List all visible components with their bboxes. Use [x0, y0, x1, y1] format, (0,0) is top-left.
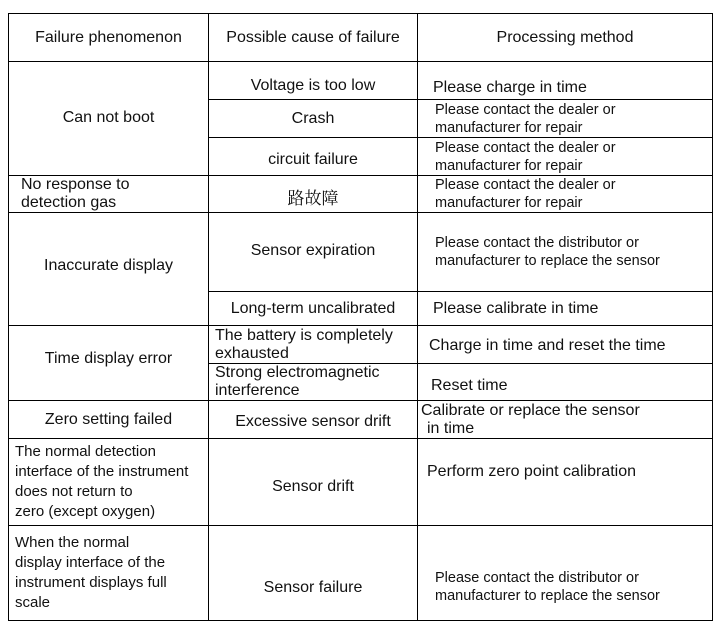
cause-sensor-failure: Sensor failure: [263, 579, 363, 596]
phenomenon-displays-full-scale: [15, 526, 208, 620]
cause-sensor-drift: Sensor drift: [272, 478, 354, 495]
method-text-line: Please contact the dealer or: [435, 176, 616, 193]
method-text-line: manufacturer for repair: [435, 194, 583, 211]
method-contact-dealer: [435, 100, 711, 137]
cause-long-term-uncalibrated: Long-term uncalibrated: [230, 299, 396, 317]
method-charge-and-reset: Charge in time and reset the time: [429, 337, 666, 354]
header-possible-cause: Possible cause of failure: [226, 28, 400, 46]
method-text-line: Calibrate or replace the sensor: [421, 401, 640, 419]
method-contact-distributor: [435, 213, 711, 291]
phenomenon-text-line: No response to: [21, 176, 130, 193]
cause-battery-exhausted: [215, 326, 417, 363]
phenomenon-text-line: instrument displays full: [15, 574, 167, 591]
phenomenon-text-line: display interface of the: [15, 554, 166, 571]
method-text-line: Please contact the dealer or: [435, 101, 616, 118]
method-zero-point-calibration: Perform zero point calibration: [427, 463, 636, 480]
cause-text-line: Strong electromagnetic: [215, 364, 380, 381]
header-processing-method: Processing method: [496, 28, 634, 46]
phenomenon-text-line: zero (except oxygen): [15, 503, 156, 520]
cause-sensor-expiration: Sensor expiration: [250, 242, 376, 259]
method-text-line: manufacturer for repair: [435, 119, 583, 136]
method-text-line: manufacturer for repair: [435, 157, 583, 174]
method-text-line: manufacturer to replace the sensor: [435, 588, 660, 604]
phenomenon-can-not-boot: Can not boot: [62, 109, 155, 126]
cause-text-line: exhausted: [215, 344, 289, 362]
phenomenon-zero-setting-failed: Zero setting failed: [44, 410, 173, 428]
method-text-line: Please contact the dealer or: [435, 139, 616, 156]
method-calibrate-or-replace: [421, 401, 711, 438]
method-text-line: manufacturer to replace the sensor: [435, 253, 660, 269]
cause-crash: Crash: [291, 109, 335, 127]
method-contact-distributor: [435, 526, 711, 620]
method-text-line: in time: [427, 419, 475, 437]
column-divider: [417, 13, 418, 621]
method-charge-in-time: Please charge in time: [433, 79, 587, 96]
cause-text-line: interference: [215, 382, 300, 399]
cause-electromagnetic-interference: [215, 364, 417, 400]
phenomenon-time-display-error: Time display error: [44, 350, 173, 367]
cause-excessive-sensor-drift: Excessive sensor drift: [235, 412, 391, 430]
cause-voltage-too-low: Voltage is too low: [250, 77, 376, 94]
phenomenon-no-response: [21, 175, 208, 213]
phenomenon-text-line: When the normal: [15, 534, 130, 551]
phenomenon-text-line: interface of the instrument: [15, 463, 189, 480]
method-calibrate-in-time: Please calibrate in time: [433, 299, 599, 317]
cause-text-line: The battery is completely: [215, 326, 393, 344]
phenomenon-text-line: detection gas: [21, 194, 117, 211]
phenomenon-text-line: The normal detection: [15, 443, 156, 460]
phenomenon-text-line: scale: [15, 594, 51, 611]
phenomenon-inaccurate-display: Inaccurate display: [44, 257, 173, 274]
cause-circuit-fault-cn: 路故障: [287, 188, 339, 209]
method-text-line: Please contact the distributor or: [435, 570, 639, 586]
method-contact-dealer: [435, 175, 711, 212]
table-border-bottom: [8, 620, 713, 621]
header-failure-phenomenon: Failure phenomenon: [35, 28, 182, 46]
method-contact-dealer: [435, 138, 711, 175]
table-border-right: [712, 13, 713, 621]
cause-circuit-failure: circuit failure: [268, 150, 358, 168]
phenomenon-text-line: does not return to: [15, 483, 133, 500]
method-text-line: Please contact the distributor or: [435, 235, 639, 251]
troubleshooting-table: [8, 13, 713, 621]
phenomenon-not-return-to-zero: [15, 439, 208, 525]
method-reset-time: Reset time: [431, 377, 508, 394]
